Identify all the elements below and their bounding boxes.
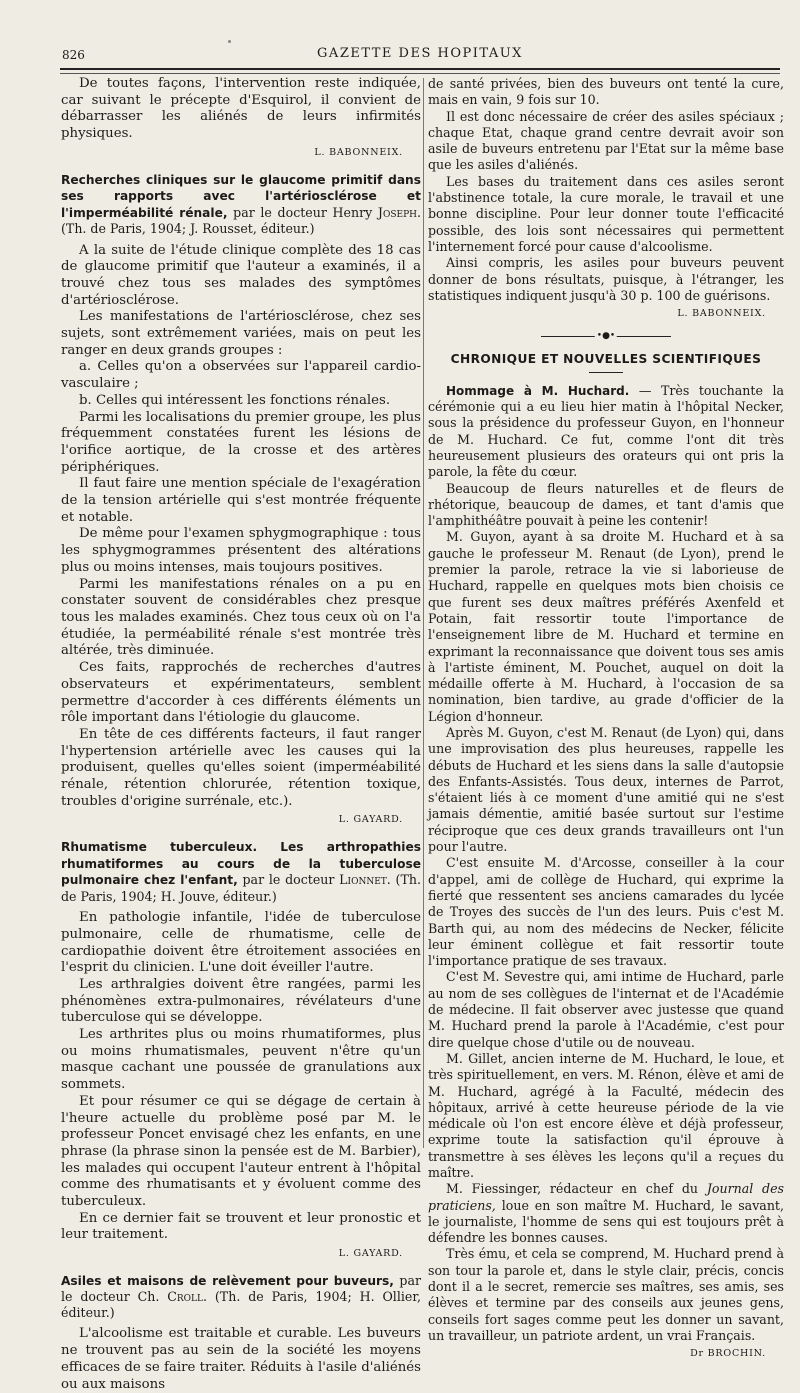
signature: L. GAYARD. <box>338 1248 403 1260</box>
section-title: CHRONIQUE ET NOUVELLES SCIENTIFIQUES <box>450 352 762 367</box>
article-title: Rhumatisme tuberculeux. Les arthropathies rhumatiformes au cours de la tuberculose pulmonaire chez l'enfant, <box>61 840 421 888</box>
paragraph: Parmi les manifestations rénales on a pu en constater souvent de considérables chez presque tous les malades examinés. Chez tous ceux où on l'a étudiée, la perméabilité rénale s'est montrée très altérée, très diminuée. <box>61 576 421 659</box>
paragraph <box>428 1181 784 1246</box>
paragraph: Beaucoup de fleurs naturelles et de fleurs de rhétorique, beaucoup de dames, et tant d'amis que l'amphithéâtre pouvait à peine les contenir! <box>428 480 784 529</box>
article-ref-post: (Th. de Paris, 1904; H. Jouve, éditeur.) <box>61 872 421 904</box>
right-column <box>428 76 784 1373</box>
paragraph: C'est ensuite M. d'Arcosse, conseiller à la cour d'appel, ami de collège de Huchard, qui exprime la fierté que ressentent ses anciens camarades du lycée de Troyes des succès de l'un des leurs. Puis c'est M. Barth qui, au nom des médecins de Necker, félicite leur éminent collègue et fait ressortir toute l'importance pratique de ses travaux. <box>428 855 784 969</box>
article-ref-pre: par le docteur <box>242 872 335 888</box>
paragraph: Et pour résumer ce qui se dégage de certain à l'heure actuelle du problème posé par M. le professeur Poncet envisagé chez les enfants, en une phrase (la phrase sinon la pensée est de M. Barbier), les malades qui occupent l'auteur entrent à l'hôpital comme des rhumatisants et y évoluent comme des tuberculeux. <box>61 1093 421 1210</box>
left-column <box>61 76 421 1393</box>
signature: L. BABONNEIX. <box>314 146 403 158</box>
paragraph: C'est M. Sevestre qui, ami intime de Huchard, parle au nom de ses collègues de l'internat et de l'Académie de médecine. Il fait observer avec justesse que quand M. Huchard prend la parole à l'Académie, c'est pour dire quelque chose d'utile ou de nouveau. <box>428 969 784 1050</box>
paragraph: Très ému, et cela se comprend, M. Huchard prend à son tour la parole et, dans le style clair, précis, concis dont il a le secret, remercie ses maîtres, ses amis, ses élèves et termine par des conseils aux jeunes gens, conseils fort sages comme peut les donner un savant, un travailleur, un patriote ardent, un vrai Français. <box>428 1246 784 1343</box>
paragraph: En tête de ces différents facteurs, il faut ranger l'hypertension artérielle avec les causes qui la produisent, quelles qu'elles soient (imperméabilité rénale, rétention chlorurée, rétention toxique, troubles d'origine surrénale, etc.). <box>61 726 421 809</box>
paragraph: De même pour l'examen sphygmographique : tous les sphygmogrammes présentent des altérations plus ou moins intenses, mais toujours positives. <box>61 526 421 575</box>
paragraph: M. Gillet, ancien interne de M. Huchard, le loue, et très spirituellement, en vers. M. Rénon, élève et ami de M. Huchard, agrégé à la Faculté, médecin des hôpitaux, arrivé à cette heureuse période de la vie médicale où l'on est encore élève et déjà professeur, exprime toute la satisfaction qu'il éprouve à transmettre à ses élèves les leçons qu'il a reçues du maître. <box>428 1050 784 1180</box>
paragraph-text: — Très touchante la cérémonie qui a eu lieu hier matin à l'hôpital Necker, sous la présidence du professeur Guyon, en l'honneur de M. Huchard. Ce fut, comme l'ont dit très heureusement plusieurs des orateurs qui ont pris la parole, la fête du cœur. <box>428 382 784 480</box>
column-divider <box>423 78 424 1148</box>
paragraph: Il faut faire une mention spéciale de l'exagération de la tension artérielle qui s'est montrée fréquente et notable. <box>61 476 421 525</box>
article-heading <box>61 1273 421 1321</box>
article-author: Croll. <box>167 1289 207 1305</box>
title-underline <box>589 372 623 373</box>
article-ref-post: (Th. de Paris, 1904; H. Ollier, éditeur.) <box>61 1289 421 1320</box>
paragraph: Ainsi compris, les asiles pour buveurs peuvent donner de bons résultats, puisque, à l'étranger, les statistiques indiquent jusqu'à 30 p. 100 de guérisons. <box>428 255 784 303</box>
article-title: Recherches cliniques sur le glaucome primitif dans ses rapports avec l'artériosclérose et l'imperméabilité rénale, <box>61 172 421 220</box>
paragraph-text: M. Fiessinger, rédacteur en chef du <box>446 1181 699 1197</box>
journal-title: GAZETTE DES HOPITAUX <box>317 46 523 61</box>
header-rule <box>60 68 780 70</box>
paragraph-text: loue en son maître M. Huchard, le savant, le journaliste, l'homme de sens qui est toujours prêt à défendre les bonnes causes. <box>428 1197 784 1246</box>
page-number: 826 <box>62 48 85 62</box>
signature: L. GAYARD. <box>338 814 403 826</box>
paragraph: M. Guyon, ayant à sa droite M. Huchard et à sa gauche le professeur M. Renaut (de Lyon), prend le premier la parole, retrace la vie si laborieuse de Huchard, rappelle en quelques mots bien choisis ce que furent ses deux maîtres préférés Axenfeld et Potain, fait ressortir toute l'importance de l'enseignement libre de M. Huchard et termine en exprimant la reconnaissance que doivent tous ses amis à l'artiste éminent, M. Pouchet, auquel on doit la médaille offerte à M. Huchard, à l'occasion de sa nomination, bien tardive, au grade d'officier de la Légion d'honneur. <box>428 529 784 724</box>
paragraph: Après M. Guyon, c'est M. Renaut (de Lyon) qui, dans une improvisation des plus heureuses, rappelle les débuts de Huchard et les siens dans la salle d'autopsie des Enfants-Assistés. Tous deux, internes de Parrot, s'étaient liés à ce moment d'une amitié qui ne s'est jamais démentie, amitié basée surtout sur l'estime réciproque que ces deux grands travailleurs ont l'un pour l'autre. <box>428 724 784 855</box>
page-header <box>60 40 780 70</box>
paragraph: Ces faits, rapprochés de recherches d'autres observateurs et expérimentateurs, semblent permettre d'accorder à ces différents éléments un rôle important dans l'étiologie du glaucome. <box>61 660 421 726</box>
header-rule-thin <box>60 73 780 74</box>
paragraph: A la suite de l'étude clinique complète des 18 cas de glaucome primitif que l'auteur a examinés, il a trouvé chez tous ses malades des symptômes d'artériosclérose. <box>61 242 421 308</box>
signature: Dr BROCHIN. <box>690 1348 766 1360</box>
paragraph: Les manifestations de l'artériosclérose, chez ses sujets, sont extrêmement variées, mais on peut les ranger en deux grands groupes : <box>61 309 421 358</box>
paragraph: a. Celles qu'on a observées sur l'appareil cardio-vasculaire ; <box>61 359 421 392</box>
article-author: Joseph. <box>377 204 421 220</box>
article-ref-pre: par le docteur Ch. <box>61 1272 422 1305</box>
paragraph: Les arthrites plus ou moins rhumatiformes, plus ou moins rhumatismales, peuvent n'être qu'un masque cachant une poussée de granulations aux sommets. <box>61 1027 421 1093</box>
signature: L. BABONNEIX. <box>677 308 766 320</box>
runin-heading: Hommage à M. Huchard. <box>446 383 630 398</box>
paragraph: Les bases du traitement dans ces asiles seront l'abstinence totale, la cure morale, le travail et une bonne discipline. Pour leur donner toute l'efficacité possible, des lois sont nécessaires qui permettent l'internement forcé pour cause d'alcoolisme. <box>428 173 784 254</box>
paragraph: De toutes façons, l'intervention reste indiquée, car suivant le précepte d'Esquirol, il convient de débarrasser les aliénés de leurs infirmités physiques. <box>61 76 421 142</box>
paragraph: Parmi les localisations du premier groupe, les plus fréquemment constatées furent les lésions de l'orifice aortique, de la crosse et des artères périphériques. <box>61 409 421 475</box>
article-title: Asiles et maisons de relèvement pour buveurs, <box>61 1273 394 1288</box>
paragraph: Il est donc nécessaire de créer des asiles spéciaux ; chaque Etat, chaque grand centre devrait avoir son asile de buveurs entretenu par l'Etat sur la même base que les asiles d'aliénés. <box>428 108 784 173</box>
article-heading <box>61 172 421 237</box>
article-ref-post: (Th. de Paris, 1904; J. Rousset, éditeur.) <box>61 221 315 237</box>
article-heading <box>61 839 421 904</box>
paragraph: En ce dernier fait se trouvent et leur pronostic et leur traitement. <box>61 1210 421 1243</box>
paragraph: L'alcoolisme est traitable et curable. Les buveurs ne trouvent pas au sein de la société les moyens efficaces de se faire traiter. Réduits à l'asile d'aliénés ou aux maisons <box>61 1326 421 1392</box>
paragraph: de santé privées, bien des buveurs ont tenté la cure, mais en vain, 9 fois sur 10. <box>428 76 784 108</box>
paragraph: En pathologie infantile, l'idée de tuberculose pulmonaire, celle de rhumatisme, celle de cardiopathie doivent être étroitement associées en l'esprit du clinicien. L'une doit éveiller l'autre. <box>61 910 421 976</box>
paragraph: b. Celles qui intéressent les fonctions rénales. <box>79 392 391 408</box>
paragraph: Les arthralgies doivent être rangées, parmi les phénomènes extra-pulmonaires, révélateurs d'une tuberculose qui se développe. <box>61 976 421 1026</box>
article-ref-pre: par le docteur Henry <box>233 204 373 220</box>
separator-ornament: •●• <box>596 331 616 342</box>
journal-name: Journal des praticiens, <box>428 1181 785 1213</box>
section-separator <box>541 331 671 342</box>
paragraph <box>428 383 784 481</box>
article-author: Lionnet. <box>339 872 391 888</box>
